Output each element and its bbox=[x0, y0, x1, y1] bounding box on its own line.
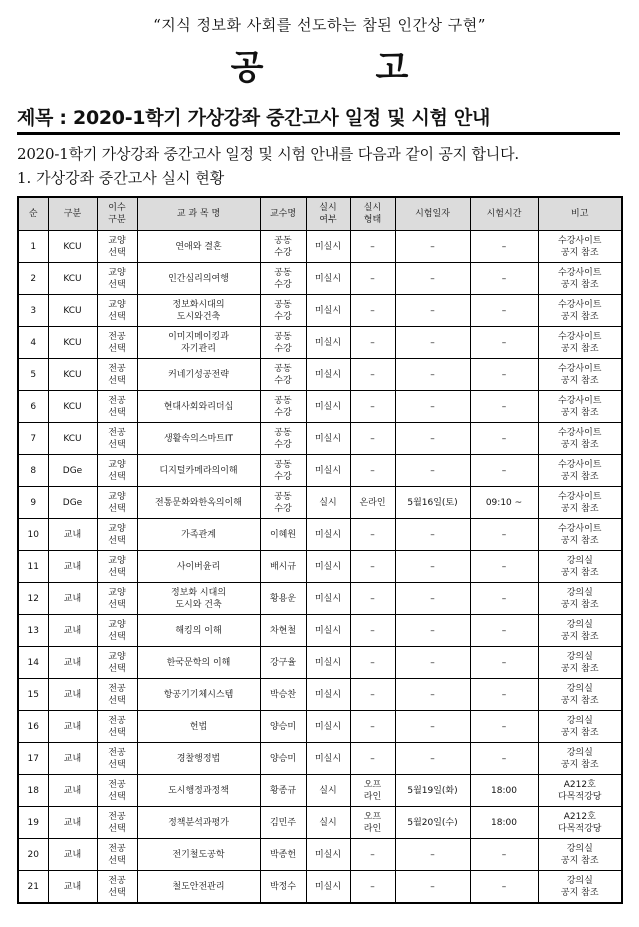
cell-course-name: 생활속의스마트IT bbox=[137, 423, 260, 455]
cell-no: 4 bbox=[18, 327, 48, 359]
cell-remarks: 수강사이트 공지 참조 bbox=[538, 423, 622, 455]
cell-course-type: 전공 선택 bbox=[97, 423, 137, 455]
cell-course-name: 철도안전관리 bbox=[137, 871, 260, 904]
cell-remarks: 수강사이트 공지 참조 bbox=[538, 455, 622, 487]
cell-no: 11 bbox=[18, 551, 48, 583]
cell-exam-format: – bbox=[350, 519, 395, 551]
cell-no: 10 bbox=[18, 519, 48, 551]
cell-exam-format: – bbox=[350, 295, 395, 327]
cell-remarks: 수강사이트 공지 참조 bbox=[538, 487, 622, 519]
cell-professor: 강구율 bbox=[260, 647, 306, 679]
cell-remarks: 수강사이트 공지 참조 bbox=[538, 263, 622, 295]
table-row bbox=[18, 551, 622, 583]
cell-professor: 배시규 bbox=[260, 551, 306, 583]
cell-category: DGe bbox=[48, 487, 97, 519]
notice-heading bbox=[0, 40, 639, 89]
table-row bbox=[18, 807, 622, 839]
cell-course-name: 전기철도공학 bbox=[137, 839, 260, 871]
cell-exam-date: – bbox=[395, 871, 470, 904]
cell-exam-date: – bbox=[395, 295, 470, 327]
cell-course-type: 교양 선택 bbox=[97, 455, 137, 487]
cell-exam-format: – bbox=[350, 615, 395, 647]
cell-remarks: 수강사이트 공지 참조 bbox=[538, 391, 622, 423]
cell-exam-date: – bbox=[395, 583, 470, 615]
cell-professor: 이혜원 bbox=[260, 519, 306, 551]
cell-course-name: 가족관계 bbox=[137, 519, 260, 551]
header-course-type: 이수 구분 bbox=[97, 197, 137, 231]
cell-conducted: 미실시 bbox=[306, 615, 350, 647]
cell-category: 교내 bbox=[48, 519, 97, 551]
cell-exam-time: – bbox=[470, 647, 538, 679]
cell-no: 8 bbox=[18, 455, 48, 487]
cell-conducted: 미실시 bbox=[306, 295, 350, 327]
cell-professor: 김민주 bbox=[260, 807, 306, 839]
table-row bbox=[18, 327, 622, 359]
cell-professor: 황용운 bbox=[260, 583, 306, 615]
cell-category: 교내 bbox=[48, 871, 97, 904]
cell-exam-format: – bbox=[350, 359, 395, 391]
cell-conducted: 미실시 bbox=[306, 679, 350, 711]
cell-no: 21 bbox=[18, 871, 48, 904]
cell-exam-date: – bbox=[395, 519, 470, 551]
cell-category: DGe bbox=[48, 455, 97, 487]
header-professor: 교수명 bbox=[260, 197, 306, 231]
cell-exam-time: 09:10 ~ bbox=[470, 487, 538, 519]
table-row bbox=[18, 231, 622, 263]
cell-no: 12 bbox=[18, 583, 48, 615]
cell-remarks: 강의실 공지 참조 bbox=[538, 583, 622, 615]
cell-exam-date: – bbox=[395, 679, 470, 711]
cell-exam-format: – bbox=[350, 871, 395, 904]
cell-no: 18 bbox=[18, 775, 48, 807]
cell-no: 7 bbox=[18, 423, 48, 455]
cell-course-name: 사이버윤리 bbox=[137, 551, 260, 583]
cell-exam-date: – bbox=[395, 423, 470, 455]
cell-exam-date: – bbox=[395, 455, 470, 487]
cell-conducted: 미실시 bbox=[306, 359, 350, 391]
cell-no: 16 bbox=[18, 711, 48, 743]
cell-course-name: 항공기기체시스템 bbox=[137, 679, 260, 711]
cell-conducted: 실시 bbox=[306, 807, 350, 839]
cell-exam-date: – bbox=[395, 327, 470, 359]
intro-text: 2020-1학기 가상강좌 중간고사 일정 및 시험 안내를 다음과 같이 공지 합니다. bbox=[17, 145, 519, 163]
cell-course-type: 전공 선택 bbox=[97, 679, 137, 711]
cell-exam-time: – bbox=[470, 519, 538, 551]
cell-exam-time: – bbox=[470, 327, 538, 359]
cell-course-name: 헌법 bbox=[137, 711, 260, 743]
cell-exam-format: – bbox=[350, 647, 395, 679]
table-row bbox=[18, 263, 622, 295]
cell-exam-date: – bbox=[395, 391, 470, 423]
cell-course-name: 현대사회와리더십 bbox=[137, 391, 260, 423]
cell-exam-time: – bbox=[470, 359, 538, 391]
cell-exam-time: – bbox=[470, 711, 538, 743]
cell-category: KCU bbox=[48, 423, 97, 455]
table-row bbox=[18, 679, 622, 711]
cell-exam-time: – bbox=[470, 263, 538, 295]
cell-course-name: 전통문화와한옥의이해 bbox=[137, 487, 260, 519]
cell-course-type: 교양 선택 bbox=[97, 263, 137, 295]
cell-course-type: 전공 선택 bbox=[97, 807, 137, 839]
cell-exam-date: – bbox=[395, 359, 470, 391]
table-row bbox=[18, 775, 622, 807]
cell-professor: 공동 수강 bbox=[260, 423, 306, 455]
cell-conducted: 미실시 bbox=[306, 647, 350, 679]
cell-course-name: 정책분석과평가 bbox=[137, 807, 260, 839]
table-row bbox=[18, 423, 622, 455]
cell-exam-time: – bbox=[470, 679, 538, 711]
cell-conducted: 미실시 bbox=[306, 423, 350, 455]
cell-category: KCU bbox=[48, 263, 97, 295]
cell-course-name: 연애와 결혼 bbox=[137, 231, 260, 263]
header-conducted: 실시 여부 bbox=[306, 197, 350, 231]
cell-exam-format: – bbox=[350, 743, 395, 775]
table-row bbox=[18, 711, 622, 743]
cell-course-type: 전공 선택 bbox=[97, 775, 137, 807]
cell-conducted: 미실시 bbox=[306, 391, 350, 423]
cell-course-type: 전공 선택 bbox=[97, 711, 137, 743]
cell-course-type: 전공 선택 bbox=[97, 359, 137, 391]
cell-course-type: 전공 선택 bbox=[97, 871, 137, 904]
cell-exam-date: 5월16일(토) bbox=[395, 487, 470, 519]
header-exam-time: 시험시간 bbox=[470, 197, 538, 231]
cell-professor: 공동 수강 bbox=[260, 295, 306, 327]
cell-category: KCU bbox=[48, 295, 97, 327]
table-row bbox=[18, 839, 622, 871]
cell-exam-format: 오프 라인 bbox=[350, 807, 395, 839]
cell-professor: 박승찬 bbox=[260, 679, 306, 711]
cell-no: 13 bbox=[18, 615, 48, 647]
cell-remarks: A212호 다목적강당 bbox=[538, 807, 622, 839]
table-header-row bbox=[18, 197, 622, 231]
cell-category: 교내 bbox=[48, 615, 97, 647]
cell-conducted: 미실시 bbox=[306, 583, 350, 615]
cell-course-name: 인간심리의여행 bbox=[137, 263, 260, 295]
cell-conducted: 미실시 bbox=[306, 263, 350, 295]
cell-exam-time: – bbox=[470, 839, 538, 871]
cell-exam-format: – bbox=[350, 391, 395, 423]
cell-remarks: 강의실 공지 참조 bbox=[538, 743, 622, 775]
cell-course-name: 이미지메이킹과 자기관리 bbox=[137, 327, 260, 359]
cell-remarks: 강의실 공지 참조 bbox=[538, 679, 622, 711]
cell-category: 교내 bbox=[48, 775, 97, 807]
cell-conducted: 미실시 bbox=[306, 743, 350, 775]
cell-category: 교내 bbox=[48, 839, 97, 871]
cell-exam-format: – bbox=[350, 711, 395, 743]
section-heading: 1. 가상강좌 중간고사 실시 현황 bbox=[17, 169, 225, 187]
cell-course-name: 커네기성공전략 bbox=[137, 359, 260, 391]
cell-remarks: 강의실 공지 참조 bbox=[538, 615, 622, 647]
cell-conducted: 미실시 bbox=[306, 711, 350, 743]
cell-course-name: 경찰행정법 bbox=[137, 743, 260, 775]
cell-professor: 양승미 bbox=[260, 743, 306, 775]
cell-course-type: 교양 선택 bbox=[97, 519, 137, 551]
cell-exam-date: 5월20일(수) bbox=[395, 807, 470, 839]
table-row bbox=[18, 455, 622, 487]
cell-remarks: 수강사이트 공지 참조 bbox=[538, 231, 622, 263]
heading-char-2: 고 bbox=[375, 48, 409, 88]
cell-exam-date: – bbox=[395, 263, 470, 295]
cell-exam-time: – bbox=[470, 455, 538, 487]
cell-course-name: 정보화시대의 도시와건축 bbox=[137, 295, 260, 327]
heading-char-1: 공 bbox=[230, 48, 264, 88]
cell-exam-time: – bbox=[470, 295, 538, 327]
cell-exam-time: – bbox=[470, 583, 538, 615]
notice-title: 제목 : 2020-1학기 가상강좌 중간고사 일정 및 시험 안내 bbox=[17, 103, 620, 135]
cell-conducted: 미실시 bbox=[306, 871, 350, 904]
header-exam-format: 실시 형태 bbox=[350, 197, 395, 231]
cell-exam-format: 오프 라인 bbox=[350, 775, 395, 807]
cell-exam-time: – bbox=[470, 551, 538, 583]
header-remarks: 비고 bbox=[538, 197, 622, 231]
cell-exam-time: – bbox=[470, 231, 538, 263]
table-row bbox=[18, 359, 622, 391]
cell-exam-date: – bbox=[395, 551, 470, 583]
cell-conducted: 실시 bbox=[306, 775, 350, 807]
cell-course-type: 교양 선택 bbox=[97, 551, 137, 583]
cell-exam-format: – bbox=[350, 423, 395, 455]
cell-no: 3 bbox=[18, 295, 48, 327]
cell-course-name: 디지털카메라의이해 bbox=[137, 455, 260, 487]
cell-no: 14 bbox=[18, 647, 48, 679]
header-no: 순 bbox=[18, 197, 48, 231]
cell-professor: 박종헌 bbox=[260, 839, 306, 871]
cell-category: 교내 bbox=[48, 807, 97, 839]
table-row bbox=[18, 391, 622, 423]
cell-professor: 공동 수강 bbox=[260, 231, 306, 263]
cell-course-name: 한국문학의 이해 bbox=[137, 647, 260, 679]
cell-no: 20 bbox=[18, 839, 48, 871]
cell-category: 교내 bbox=[48, 679, 97, 711]
cell-course-type: 전공 선택 bbox=[97, 839, 137, 871]
cell-course-type: 교양 선택 bbox=[97, 647, 137, 679]
cell-exam-format: 온라인 bbox=[350, 487, 395, 519]
cell-category: KCU bbox=[48, 327, 97, 359]
cell-exam-date: – bbox=[395, 231, 470, 263]
cell-exam-date: – bbox=[395, 743, 470, 775]
header-category: 구분 bbox=[48, 197, 97, 231]
cell-course-name: 정보화 시대의 도시와 건축 bbox=[137, 583, 260, 615]
cell-exam-format: – bbox=[350, 327, 395, 359]
cell-remarks: 강의실 공지 참조 bbox=[538, 711, 622, 743]
table-row bbox=[18, 583, 622, 615]
cell-exam-format: – bbox=[350, 263, 395, 295]
cell-conducted: 실시 bbox=[306, 487, 350, 519]
cell-conducted: 미실시 bbox=[306, 839, 350, 871]
cell-remarks: 수강사이트 공지 참조 bbox=[538, 519, 622, 551]
cell-no: 17 bbox=[18, 743, 48, 775]
cell-remarks: 강의실 공지 참조 bbox=[538, 871, 622, 904]
cell-conducted: 미실시 bbox=[306, 551, 350, 583]
cell-remarks: 수강사이트 공지 참조 bbox=[538, 295, 622, 327]
cell-exam-date: – bbox=[395, 615, 470, 647]
table-row bbox=[18, 519, 622, 551]
cell-exam-time: – bbox=[470, 615, 538, 647]
cell-conducted: 미실시 bbox=[306, 455, 350, 487]
table-row bbox=[18, 647, 622, 679]
cell-course-name: 해킹의 이해 bbox=[137, 615, 260, 647]
cell-exam-date: – bbox=[395, 839, 470, 871]
cell-category: 교내 bbox=[48, 743, 97, 775]
cell-course-type: 전공 선택 bbox=[97, 327, 137, 359]
cell-exam-date: – bbox=[395, 711, 470, 743]
table-row bbox=[18, 743, 622, 775]
cell-professor: 공동 수강 bbox=[260, 455, 306, 487]
cell-remarks: 강의실 공지 참조 bbox=[538, 839, 622, 871]
cell-conducted: 미실시 bbox=[306, 327, 350, 359]
cell-no: 15 bbox=[18, 679, 48, 711]
cell-course-name: 도시행정과정책 bbox=[137, 775, 260, 807]
cell-exam-time: – bbox=[470, 743, 538, 775]
cell-exam-format: – bbox=[350, 455, 395, 487]
header-exam-date: 시험일자 bbox=[395, 197, 470, 231]
cell-conducted: 미실시 bbox=[306, 519, 350, 551]
cell-exam-date: 5월19일(화) bbox=[395, 775, 470, 807]
cell-no: 6 bbox=[18, 391, 48, 423]
exam-schedule-table bbox=[17, 196, 623, 904]
cell-remarks: 강의실 공지 참조 bbox=[538, 551, 622, 583]
cell-exam-time: 18:00 bbox=[470, 807, 538, 839]
cell-professor: 양승미 bbox=[260, 711, 306, 743]
cell-exam-time: 18:00 bbox=[470, 775, 538, 807]
cell-exam-format: – bbox=[350, 679, 395, 711]
cell-course-type: 교양 선택 bbox=[97, 487, 137, 519]
cell-category: 교내 bbox=[48, 711, 97, 743]
cell-professor: 황종규 bbox=[260, 775, 306, 807]
cell-exam-time: – bbox=[470, 391, 538, 423]
cell-category: KCU bbox=[48, 231, 97, 263]
cell-category: 교내 bbox=[48, 583, 97, 615]
header-course-name: 교 과 목 명 bbox=[137, 197, 260, 231]
cell-no: 2 bbox=[18, 263, 48, 295]
cell-exam-format: – bbox=[350, 839, 395, 871]
cell-remarks: 수강사이트 공지 참조 bbox=[538, 327, 622, 359]
cell-course-type: 교양 선택 bbox=[97, 295, 137, 327]
cell-category: KCU bbox=[48, 359, 97, 391]
cell-professor: 공동 수강 bbox=[260, 263, 306, 295]
cell-course-type: 전공 선택 bbox=[97, 391, 137, 423]
table-row bbox=[18, 487, 622, 519]
cell-course-type: 교양 선택 bbox=[97, 583, 137, 615]
cell-no: 19 bbox=[18, 807, 48, 839]
cell-professor: 공동 수강 bbox=[260, 359, 306, 391]
cell-course-type: 교양 선택 bbox=[97, 231, 137, 263]
cell-no: 5 bbox=[18, 359, 48, 391]
table-row bbox=[18, 871, 622, 904]
cell-professor: 공동 수강 bbox=[260, 487, 306, 519]
cell-remarks: A212호 다목적강당 bbox=[538, 775, 622, 807]
cell-no: 9 bbox=[18, 487, 48, 519]
cell-course-type: 전공 선택 bbox=[97, 743, 137, 775]
cell-category: 교내 bbox=[48, 647, 97, 679]
cell-professor: 차현철 bbox=[260, 615, 306, 647]
table-body bbox=[18, 231, 622, 904]
cell-professor: 공동 수강 bbox=[260, 327, 306, 359]
cell-category: KCU bbox=[48, 391, 97, 423]
cell-no: 1 bbox=[18, 231, 48, 263]
cell-course-type: 교양 선택 bbox=[97, 615, 137, 647]
cell-exam-date: – bbox=[395, 647, 470, 679]
cell-professor: 박정수 bbox=[260, 871, 306, 904]
cell-exam-format: – bbox=[350, 583, 395, 615]
cell-conducted: 미실시 bbox=[306, 231, 350, 263]
cell-professor: 공동 수강 bbox=[260, 391, 306, 423]
table-row bbox=[18, 615, 622, 647]
cell-category: 교내 bbox=[48, 551, 97, 583]
cell-exam-time: – bbox=[470, 871, 538, 904]
motto: “지식 정보화 사회를 선도하는 참된 인간상 구현” bbox=[153, 16, 486, 34]
cell-remarks: 강의실 공지 참조 bbox=[538, 647, 622, 679]
cell-remarks: 수강사이트 공지 참조 bbox=[538, 359, 622, 391]
cell-exam-format: – bbox=[350, 231, 395, 263]
cell-exam-format: – bbox=[350, 551, 395, 583]
table-row bbox=[18, 295, 622, 327]
cell-exam-time: – bbox=[470, 423, 538, 455]
